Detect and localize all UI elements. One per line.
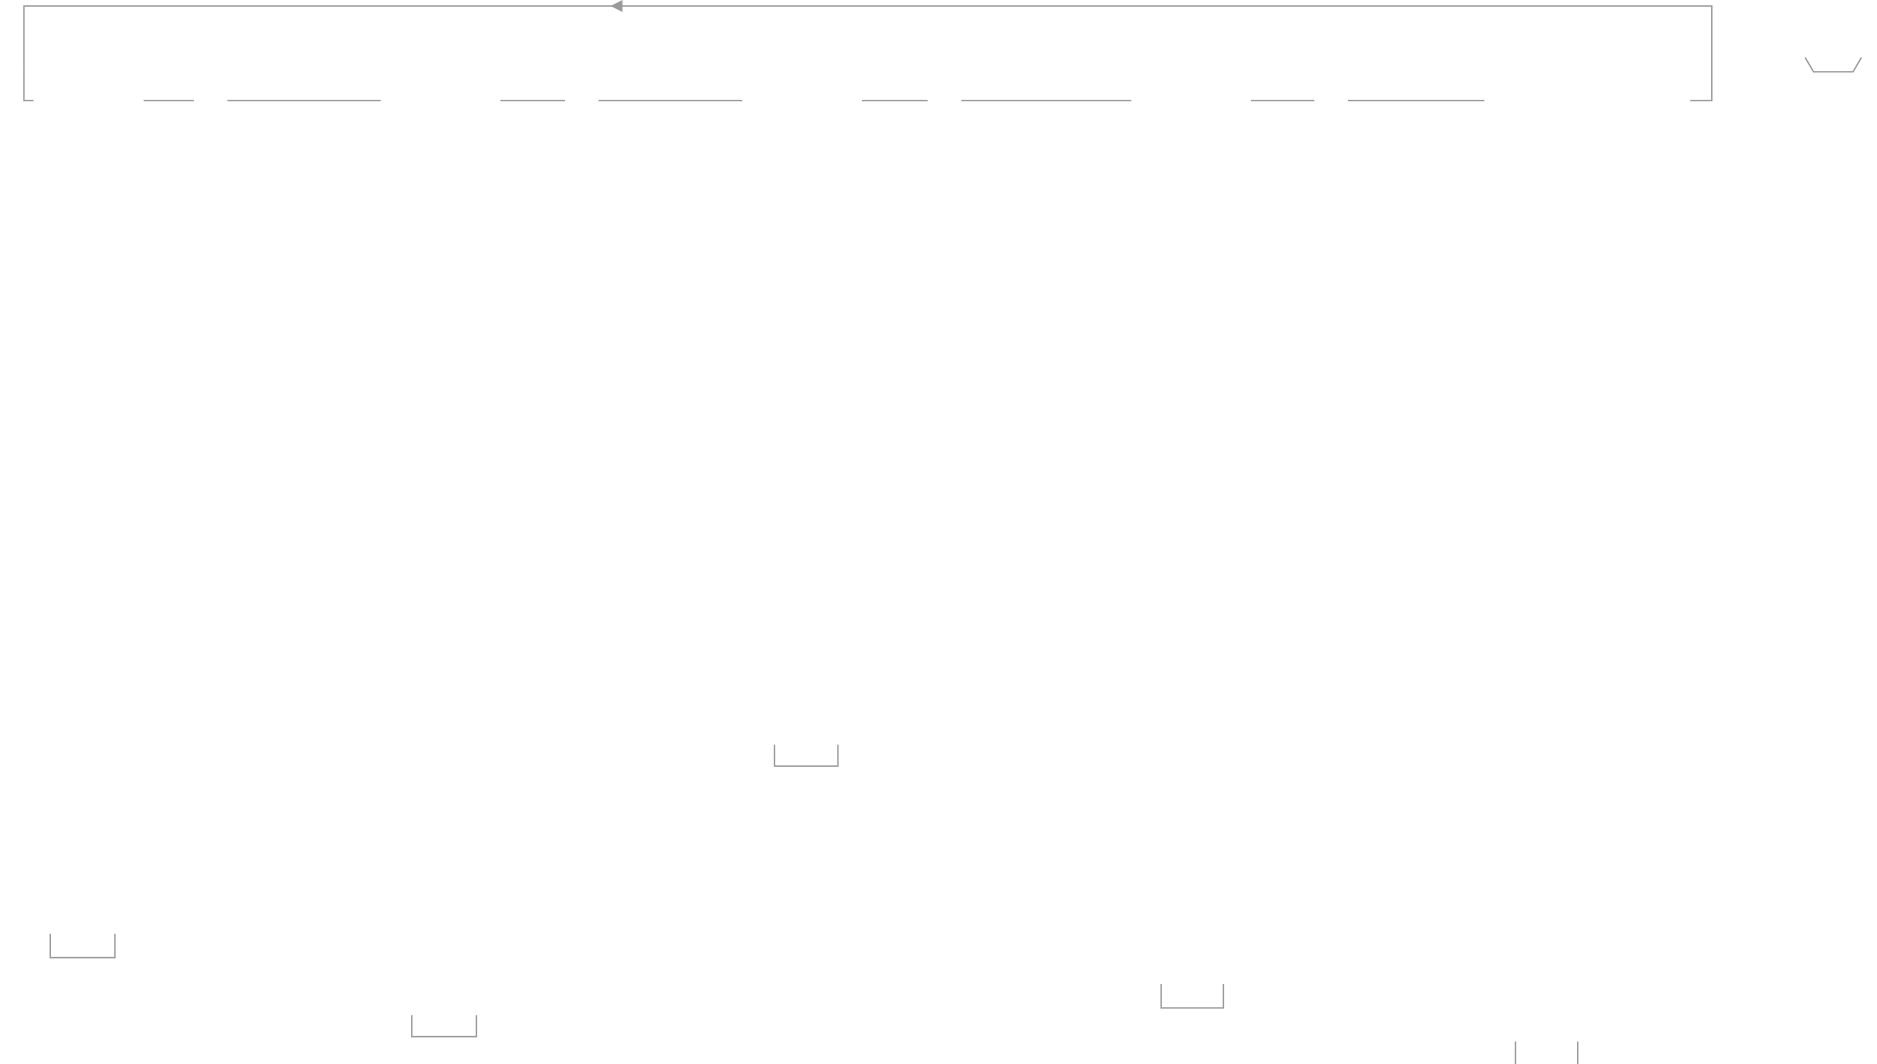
- flow-lines: [0, 0, 1877, 1064]
